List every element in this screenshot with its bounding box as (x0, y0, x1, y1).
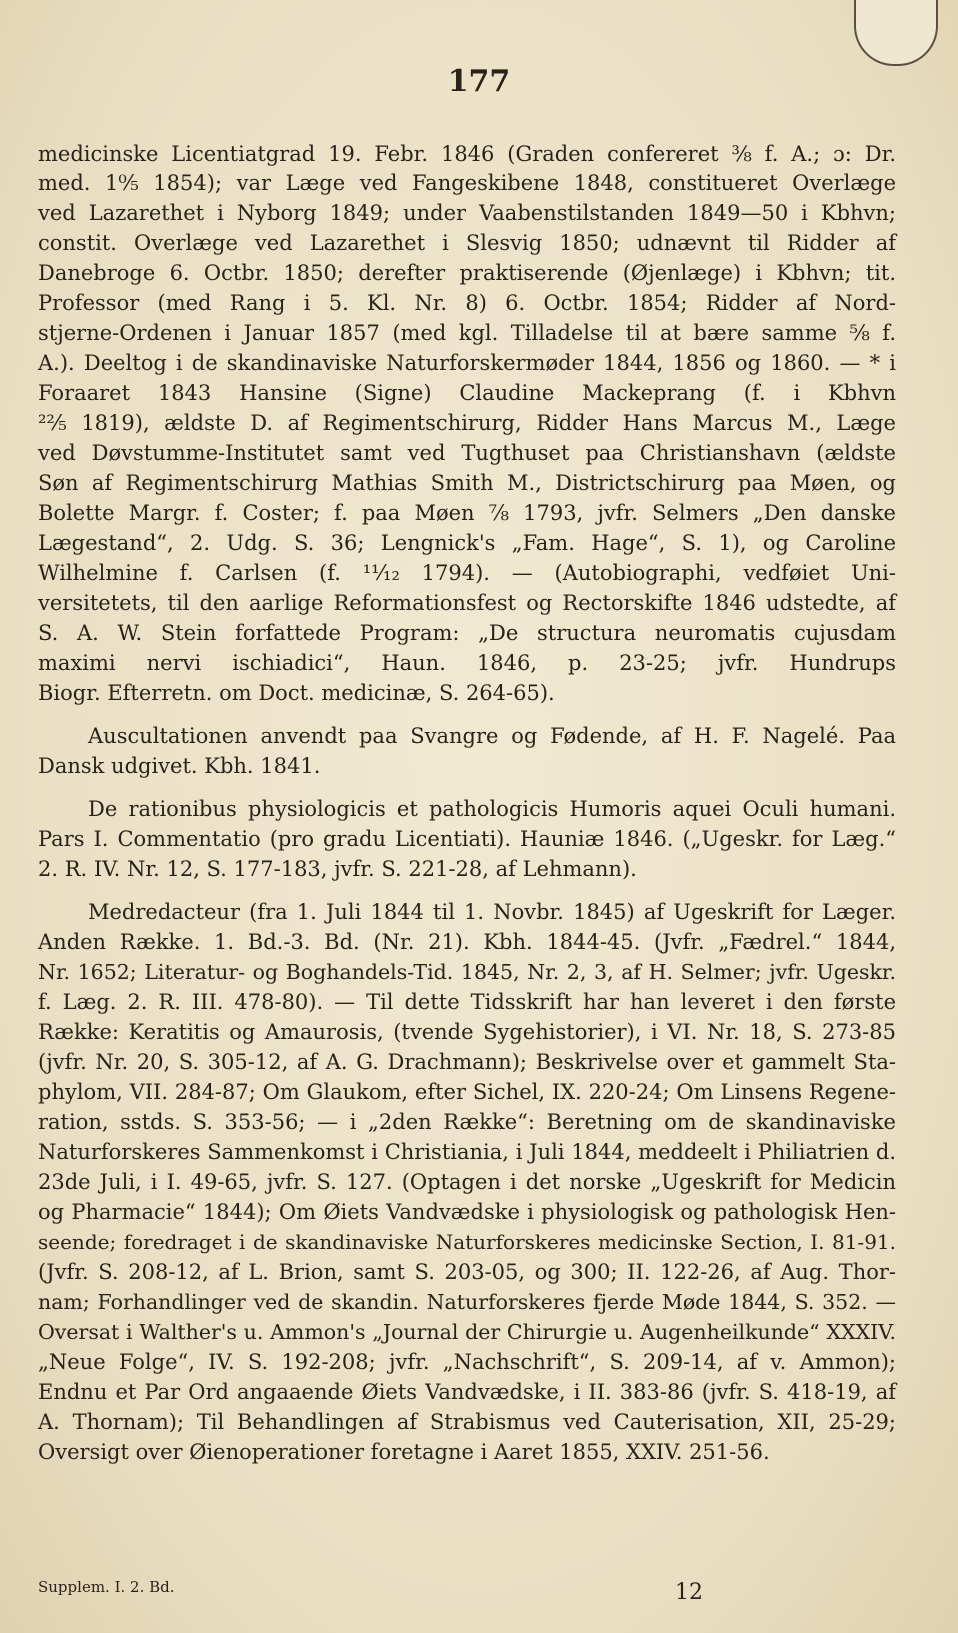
text-line: Anden Række. 1. Bd.-3. Bd. (Nr. 21). Kbh. 1844-45. (Jvfr. „Fædrel.“ 1844, (38, 930, 896, 954)
text-line: Lægestand“, 2. Udg. S. 36; Lengnick's „Fam. Hage“, S. 1), og Caroline (38, 531, 896, 555)
text-line: Biogr. Efterretn. om Doct. medicinæ, S. 264-65). (38, 681, 555, 705)
text-line: (jvfr. Nr. 20, S. 305-12, af A. G. Drachmann); Beskrivelse over et gammelt Sta- (38, 1050, 896, 1074)
page-number: 177 (447, 64, 511, 99)
text-line: stjerne-Ordenen i Januar 1857 (med kgl. Tilladelse til at bære samme ⅝ f. (38, 321, 896, 345)
text-line: S. A. W. Stein forfattede Program: „De structura neuromatis cujusdam (38, 621, 896, 645)
text-line: medicinske Licentiatgrad 19. Febr. 1846 (Graden confereret ⅜ f. A.; ɔ: Dr. (38, 142, 896, 166)
text-line: ved Lazarethet i Nyborg 1849; under Vaabenstilstanden 1849—50 i Kbhvn; (38, 201, 896, 225)
printer-signature: Supplem. I. 2. Bd. (38, 1578, 175, 1596)
text-line: 2. R. IV. Nr. 12, S. 177-183, jvfr. S. 221-28, af Lehmann). (38, 857, 637, 881)
text-line: Foraaret 1843 Hansine (Signe) Claudine Mackeprang (f. i Kbhvn (38, 381, 896, 405)
page-tab (854, 0, 938, 66)
text-line: ration, sstds. S. 353-56; — i „2den Række“: Beretning om de skandinaviske (38, 1110, 896, 1134)
text-line: De rationibus physiologicis et pathologicis Humoris aquei Oculi humani. (88, 797, 896, 821)
text-line: Medredacteur (fra 1. Juli 1844 til 1. Novbr. 1845) af Ugeskrift for Læger. (88, 900, 896, 924)
text-line: og Pharmacie“ 1844); Om Øiets Vandvædske i physiologisk og pathologisk Hen- (38, 1200, 896, 1224)
text-line: Dansk udgivet. Kbh. 1841. (38, 754, 321, 778)
text-line: Professor (med Rang i 5. Kl. Nr. 8) 6. Octbr. 1854; Ridder af Nord- (38, 291, 896, 315)
text-line: (Jvfr. S. 208-12, af L. Brion, samt S. 203-05, og 300; II. 122-26, af Aug. Thor- (38, 1260, 896, 1284)
text-line: „Neue Folge“, IV. S. 192-208; jvfr. „Nachschrift“, S. 209-14, af v. Ammon); (38, 1350, 896, 1374)
text-line: Nr. 1652; Literatur- og Boghandels-Tid. 1845, Nr. 2, 3, af H. Selmer; jvfr. Ugeskr. (38, 960, 896, 984)
text-line: 23de Juli, i I. 49-65, jvfr. S. 127. (Optagen i det norske „Ugeskrift for Medicin (38, 1170, 896, 1194)
text-line: f. Læg. 2. R. III. 478-80). — Til dette Tidsskrift har han leveret i den første (38, 990, 896, 1014)
text-line: Søn af Regimentschirurg Mathias Smith M., Districtschirurg paa Møen, og (38, 471, 896, 495)
text-line: Danebroge 6. Octbr. 1850; derefter praktiserende (Øjenlæge) i Kbhvn; tit. (38, 261, 896, 285)
text-line: Række: Keratitis og Amaurosis, (tvende Sygehistorier), i VI. Nr. 18, S. 273-85 (38, 1020, 896, 1044)
text-line: constit. Overlæge ved Lazarethet i Slesvig 1850; udnævnt til Ridder af (38, 231, 896, 255)
text-line: maximi nervi ischiadici“, Haun. 1846, p. 23-25; jvfr. Hundrups (38, 651, 896, 675)
text-line: A. Thornam); Til Behandlingen af Strabismus ved Cauterisation, XII, 25-29; (38, 1410, 896, 1434)
sheet-number: 12 (675, 1580, 703, 1605)
text-line: phylom, VII. 284-87; Om Glaukom, efter Sichel, IX. 220-24; Om Linsens Regene- (38, 1080, 896, 1104)
text-line: med. 1⁰⁄₅ 1854); var Læge ved Fangeskibene 1848, constitueret Overlæge (38, 171, 896, 195)
text-line: Pars I. Commentatio (pro gradu Licentiati). Hauniæ 1846. („Ugeskr. for Læg.“ (38, 827, 896, 851)
text-line: seende; foredraget i de skandinaviske Naturforskeres medicinske Section, I. 81-91. (38, 1230, 896, 1254)
text-line: ved Døvstumme-Institutet samt ved Tugthuset paa Christianshavn (ældste (38, 441, 896, 465)
text-line: Bolette Margr. f. Coster; f. paa Møen ⅞ 1793, jvfr. Selmers „Den danske (38, 501, 896, 525)
text-line: ²²⁄₅ 1819), ældste D. af Regimentschirurg, Ridder Hans Marcus M., Læge (38, 411, 896, 435)
text-line: Auscultationen anvendt paa Svangre og Fødende, af H. F. Nagelé. Paa (88, 724, 896, 748)
text-line: nam; Forhandlinger ved de skandin. Naturforskeres fjerde Møde 1844, S. 352. — (38, 1290, 896, 1314)
text-line: Naturforskeres Sammenkomst i Christiania, i Juli 1844, meddeelt i Philiatrien d. (38, 1140, 896, 1164)
text-line: Oversat i Walther's u. Ammon's „Journal der Chirurgie u. Augenheilkunde“ XXXIV. (38, 1320, 896, 1344)
text-line: Wilhelmine f. Carlsen (f. ¹¹⁄₁₂ 1794). — (Autobiographi, vedføiet Uni- (38, 561, 896, 585)
text-line: Oversigt over Øienoperationer foretagne i Aaret 1855, XXIV. 251-56. (38, 1440, 770, 1464)
text-line: A.). Deeltog i de skandinaviske Naturforskermøder 1844, 1856 og 1860. — * i (38, 351, 896, 375)
text-line: versitetets, til den aarlige Reformationsfest og Rectorskifte 1846 udstedte, af (38, 591, 896, 615)
text-line: Endnu et Par Ord angaaende Øiets Vandvædske, i II. 383-86 (jvfr. S. 418-19, af (38, 1380, 896, 1404)
